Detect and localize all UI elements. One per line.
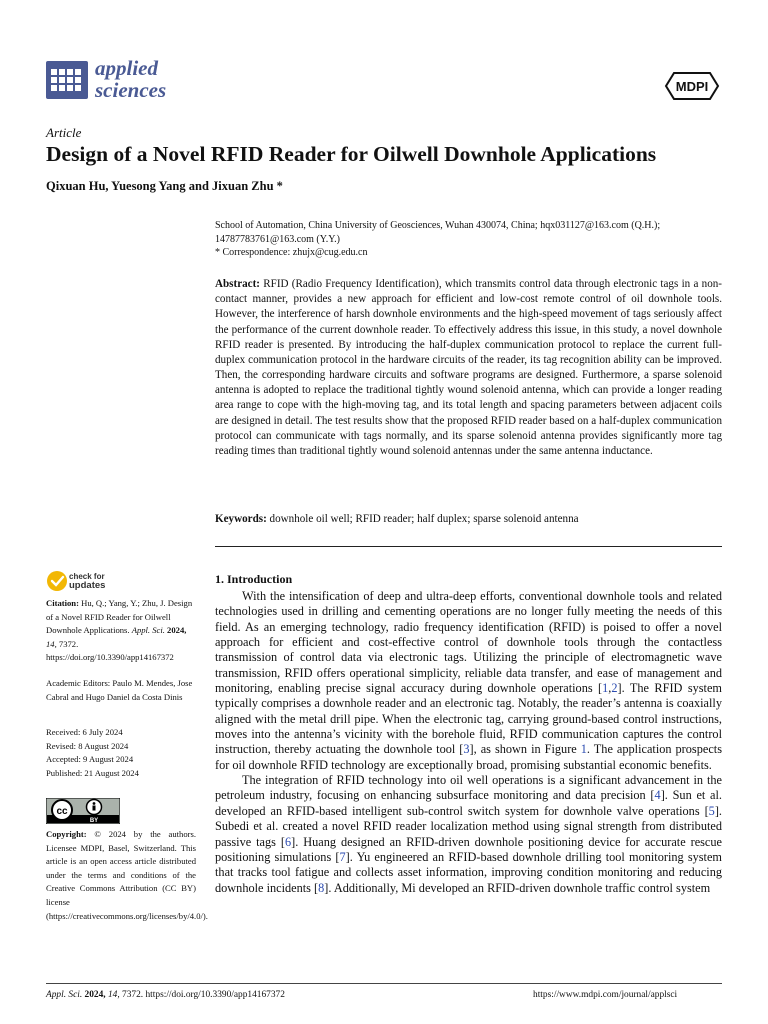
date-published: Published: 21 August 2024 [46, 767, 139, 778]
mdpi-logo-text: MDPI [675, 79, 709, 94]
p2-part-b: ]. Sun et al. developed an RFID-based intelligent sub-control switch system for downhole valve operations [ [215, 788, 722, 818]
publication-dates [46, 726, 196, 780]
keywords-text: downhole oil well; RFID reader; half duplex; sparse solenoid antenna [269, 513, 579, 525]
citation-volume: 14, [46, 638, 57, 649]
p2-part-e: ]. Yu engineered an RFID-based downhole drilling tool monitoring system that tracks tool fatigue and collects asset information, improving condition monitoring and reducing downhole incidents [ [215, 849, 722, 895]
affiliation-block [215, 219, 715, 260]
keywords [215, 513, 722, 525]
date-received: Received: 6 July 2024 [46, 727, 123, 737]
p2-part-f: ]. Additionally, Mi developed an RFID-driven downhole traffic control system [324, 880, 711, 895]
citation-link[interactable]: 8 [318, 880, 325, 895]
body-text [215, 589, 722, 896]
author-list: Qixuan Hu, Yuesong Yang and Jixuan Zhu * [46, 179, 283, 193]
citation-doi[interactable]: 7372. https://doi.org/10.3390/app14167372 [46, 638, 174, 663]
footer-volume: 14, [107, 990, 120, 1000]
article-type: Article [46, 125, 82, 140]
journal-name-line1: applied [95, 56, 158, 80]
citation-link[interactable]: 7 [339, 849, 346, 864]
paragraph-2 [215, 773, 722, 896]
figure-link[interactable]: 1 [580, 742, 587, 757]
citation-label: Citation: [46, 598, 79, 608]
footer-divider [46, 983, 722, 984]
p2-part-c: ]. Subedi et al. created a novel RFID reader localization method using signal strength from distributed passive tags [ [215, 803, 722, 849]
citation-link[interactable]: 4 [654, 788, 661, 803]
paragraph-1 [215, 589, 722, 773]
p2-part-d: ]. Huang designed an RFID-driven downhole positioning device for accurate rescue positioning simulations [ [215, 834, 722, 864]
date-accepted: Accepted: 9 August 2024 [46, 754, 134, 765]
paper-title: Design of a Novel RFID Reader for Oilwell Downhole Applications [46, 142, 657, 166]
journal-name [95, 57, 166, 101]
abstract [215, 277, 722, 459]
p1-part-d: . The application prospects for oil downhole RFID technology are exceptionally broad, promising substantial economic benefits. [215, 742, 722, 772]
correspondence: * Correspondence: zhujx@cug.edu.cn [215, 247, 368, 258]
check-for-updates-line1: check for [69, 572, 105, 581]
section-heading: 1. Introduction [215, 572, 293, 586]
check-for-updates-line2: updates [69, 580, 106, 591]
citation-link[interactable]: 6 [285, 834, 292, 849]
abstract-label: Abstract: [215, 278, 260, 290]
keywords-label: Keywords: [215, 513, 267, 525]
check-for-updates-label[interactable] [69, 572, 105, 590]
journal-logo [46, 61, 88, 99]
date-revised: Revised: 8 August 2024 [46, 740, 129, 751]
academic-editors: Academic Editors: Paulo M. Mendes, Jose Cabral and Hugo Daniel da Costa Dinis [46, 678, 193, 702]
copyright-text: © 2024 by the authors. Licensee MDPI, Basel, Switzerland. This article is an open access article distributed under the terms and conditions of the Creative Commons Attribution (CC BY) license (https://creativecommons.org/licenses/by/4.0/). [46, 829, 208, 921]
affiliation-line-2: 14787783761@163.com (Y.Y.) [215, 233, 340, 245]
footer-citation [46, 990, 285, 1000]
p1-part-a: With the intensification of deep and ultra-deep efforts, conventional downhole tools and related technologies used in drilling and cementing operations are no longer fully meeting the needs of this field. As an emerging technology, radio frequency identification (RFID) is poised to offer a novel approach for efficient and cost-effective control of downhole tools through the contactless transmission of control data via electronic tags. Utilizing the principle of electromagnetic wave transmission, RFID offers operational simplicity, reliable data transfer, and ease of management and monitoring, enabling precise signal accuracy during downhole operations [ [215, 589, 722, 696]
journal-name-line2: sciences [95, 78, 167, 102]
citation-text: Hu, Q.; Yang, Y.; Zhu, J. Design of a Novel RFID Reader for Oilwell Downhole Applications. [46, 598, 193, 636]
footer-doi[interactable]: 7372. https://doi.org/10.3390/app14167372 [122, 990, 285, 1000]
citation-link[interactable]: 1 [602, 681, 609, 696]
citation-link[interactable]: 5 [708, 803, 715, 818]
cc-by-license-icon[interactable] [46, 798, 120, 824]
footer-journal-url[interactable]: https://www.mdpi.com/journal/applsci [533, 990, 678, 1000]
p1-part-b: ]. The RFID system typically comprises a downhole reader and an electronic tag. Notably, the reader’s antenna is coaxially aligned with the metal drill pipe. When the electronic tag, carrying ground-based control instructions, moves into the antenna’s vicinity with the borehole fluid, RFID communication captures the control instruction, thereby actuating the downhole tool [ [215, 681, 722, 757]
p2-part-a: The integration of RFID technology into oil well operations is a significant advancement in the petroleum industry, focusing on enhancing subsurface monitoring and data precision [ [215, 773, 722, 803]
abstract-text: RFID (Radio Frequency Identification), which transmits control data through electronic tags in a non-contact manner, provides a new approach for efficient and low-cost remote control of oil downhole tools. However, the interference of harsh downhole environments and the high-speed movement of tags seriously affect the performance of the current downhole reader. To effectively address this issue, in this study, a novel downhole RFID reader is presented. By introducing the half-duplex communication protocol to replace the current full-duplex communication protocol in the hardware circuits of the reader, its tag recognition ability can be improved. Then, the corresponding hardware circuits and software programs are designed. Furthermore, a sparse solenoid antenna is adopted to replace the traditional tightly wound solenoid antenna, which can provide a longer reading area range to cope with the high-moving tag, and its total length and spacing parameters between adjacent coils are designed in detail. The test results show that the proposed RFID reader based on a half-duplex communication protocol can communicate with tags normally, and its sparse solenoid antenna provides significantly more tag reading times than traditional tightly wound solenoid antennas under the same antenna inductance. [215, 278, 722, 457]
cc-by-text: BY [89, 818, 99, 824]
citation-link[interactable]: 3 [463, 742, 470, 757]
footer-year: 2024, [84, 990, 106, 1000]
affiliation-line-1: School of Automation, China University of Geosciences, Wuhan 430074, China; hqx031127@163.com (Q.H.); [215, 220, 661, 231]
copyright-block [46, 828, 208, 923]
svg-text:cc: cc [56, 806, 68, 817]
citation-journal: Appl. Sci. [131, 625, 165, 636]
mdpi-logo [664, 71, 720, 101]
copyright-label: Copyright: [46, 829, 87, 839]
p1-part-c: ], as shown in Figure [469, 742, 581, 757]
abstract-divider [215, 546, 722, 547]
footer-journal: Appl. Sci. [46, 990, 83, 1000]
p1-separator: , [608, 681, 612, 696]
citation-link[interactable]: 2 [611, 681, 618, 696]
citation-block [46, 597, 196, 665]
citation-year: 2024, [167, 625, 187, 636]
